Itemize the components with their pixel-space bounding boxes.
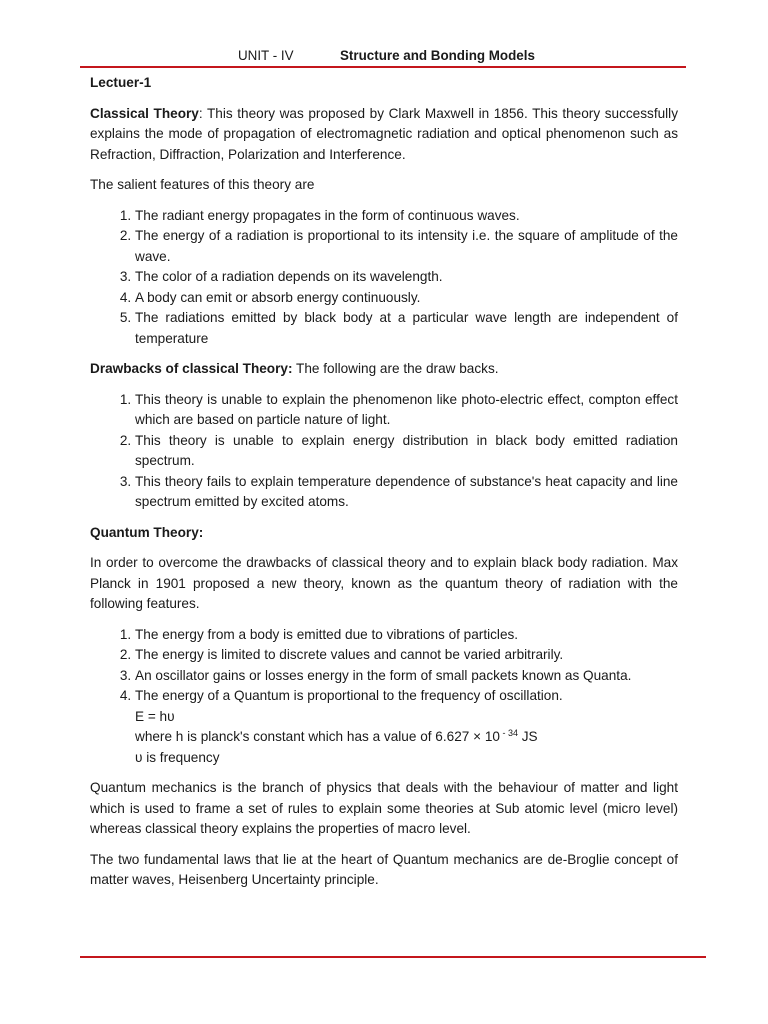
list-item: 1. The radiant energy propagates in the form of continuous waves. (135, 206, 678, 227)
quantum-features-list (90, 625, 678, 769)
list-item: 4. A body can emit or absorb energy continuously. (135, 288, 678, 309)
frequency-definition: υ is frequency (135, 749, 220, 765)
planck-constant-exponent: - 34 (499, 728, 518, 738)
quantum-mechanics-paragraph: Quantum mechanics is the branch of physics that deals with the behaviour of matter and light which is used to frame a set of rules to explain some theories at Sub atomic level (micro level) whereas classical theory explains the properties of macro level. (90, 780, 678, 836)
unit-label: UNIT - IV (238, 48, 294, 63)
quantum-heading-paragraph (90, 523, 678, 544)
list-item (135, 686, 678, 768)
list-item: 3. The color of a radiation depends on its wavelength. (135, 267, 678, 288)
features-intro: The salient features of this theory are (90, 177, 315, 192)
list-item: 2. This theory is unable to explain energy distribution in black body emitted radiation spectrum. (135, 431, 678, 472)
list-item: 3. An oscillator gains or losses energy in the form of small packets known as Quanta. (135, 666, 678, 687)
drawbacks-paragraph (90, 359, 678, 380)
list-item: 5. The radiations emitted by black body at a particular wave length are independent of temperature (135, 308, 678, 349)
classical-theory-paragraph (90, 104, 678, 166)
planck-constant-text: where h is planck's constant which has a value of 6.627 × 10 (135, 729, 500, 744)
footer-rule (80, 956, 706, 958)
classical-theory-text: : This theory was proposed by Clark Maxwell in 1856. This theory successfully explains the mode of propagation of electromagnetic radiation and optical phenomenon such as Refraction, Diffraction, Polarization and Interference. (90, 105, 678, 162)
page-header (90, 46, 678, 66)
quantum-feature-4-text: 4. The energy of a Quantum is proportional to the frequency of oscillation. (135, 688, 563, 703)
drawbacks-text: The following are the draw backs. (292, 361, 499, 376)
list-item: 2. The energy of a radiation is proportional to its intensity i.e. the square of amplitude of the wave. (135, 226, 678, 267)
planck-equation: E = hυ (135, 708, 175, 724)
drawbacks-heading: Drawbacks of classical Theory: (90, 361, 293, 376)
list-item: 3. This theory fails to explain temperature dependence of substance's heat capacity and line spectrum emitted by excited atoms. (135, 472, 678, 513)
classical-theory-heading: Classical Theory (90, 105, 199, 121)
list-item: 1. The energy from a body is emitted due to vibrations of particles. (135, 625, 678, 646)
document-body (90, 73, 678, 901)
unit-title: Structure and Bonding Models (340, 48, 535, 63)
quantum-intro: In order to overcome the drawbacks of classical theory and to explain black body radiation. Max Planck in 1901 proposed a new theory, known as the quantum theory of radiation with the following features. (90, 555, 678, 611)
list-item: 1. This theory is unable to explain the phenomenon like photo-electric effect, compton effect which are based on particle nature of light. (135, 390, 678, 431)
planck-constant-line (135, 727, 678, 748)
fundamental-laws-paragraph: The two fundamental laws that lie at the heart of Quantum mechanics are de-Broglie concept of matter waves, Heisenberg Uncertainty principle. (90, 851, 678, 887)
classical-features-list (90, 206, 678, 350)
planck-constant-unit: JS (517, 729, 538, 744)
quantum-heading: Quantum Theory: (90, 524, 204, 540)
lecture-heading: Lectuer-1 (90, 75, 152, 90)
list-item: 2. The energy is limited to discrete values and cannot be varied arbitrarily. (135, 645, 678, 666)
drawbacks-list (90, 390, 678, 513)
